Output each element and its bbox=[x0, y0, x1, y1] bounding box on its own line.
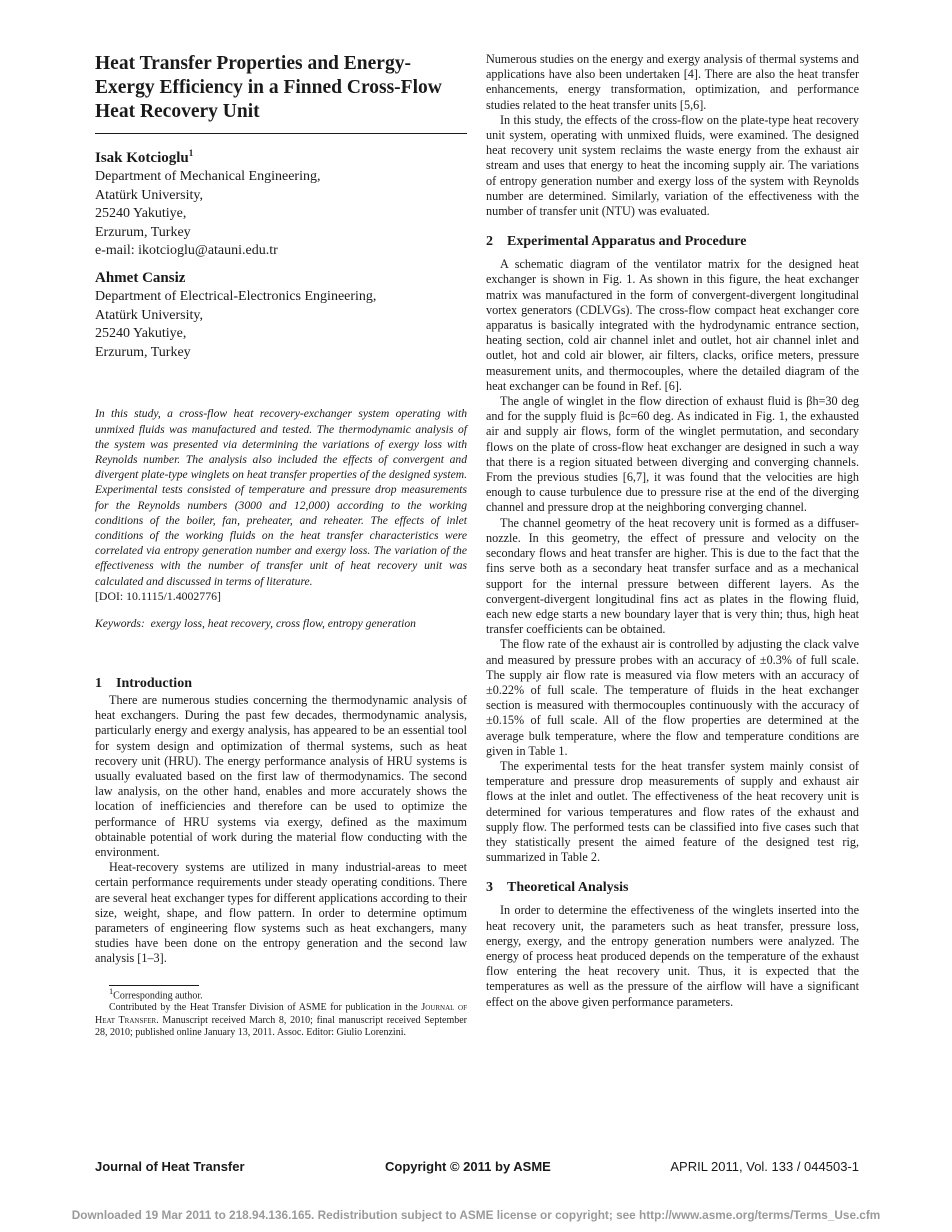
theoretical-paragraph: In order to determine the effectiveness of the winglets inserted into the heat recovery unit, the parameters such as heat transfer, pressure loss, energy, exergy, and the entropy generation numbers were analyzed. The energy of process heat produced depends on the temperature of the exhaust flow entering the heat recovery unit. Thus, it is expected that the temperatures as well as the pressure of the airflow will have a significant effect on the above given performance parameters. bbox=[486, 903, 859, 1009]
aff-line: 25240 Yakutiye, bbox=[95, 206, 187, 222]
title-rule bbox=[95, 133, 467, 134]
intro-paragraph: There are numerous studies concerning the thermodynamic analysis of heat exchangers. During the past few decades, thermodynamic analysis, particularly energy and exergy analysis, has appeared to be an essential tool for system design and optimization of thermal systems, such as heat recovery unit (HRU). The energy performance analysis of HRU systems is usually evaluated based on the first law of thermodynamics. The second law analysis, on the other hand, enables and more accurately shows the location of inefficiencies and therefore can be used to optimize the performance of HRU systems via exergy, defined as the maximum obtainable potential of work during the material flow conducting with the environment. bbox=[95, 692, 467, 860]
article-title: Heat Transfer Properties and Energy-Exergy Efficiency in a Finned Cross-Flow Heat Recovery Unit bbox=[95, 53, 442, 122]
aff-line: Atatürk University, bbox=[95, 307, 203, 323]
footnote-contributed: Contributed by the Heat Transfer Division of ASME for publication in the Journal of Heat Transfer. Manuscript received March 8, 2010; final manuscript received September 28, 2010; published online January 13, 2011. Assoc. Editor: Giulio Lorenzini. bbox=[95, 1002, 468, 1039]
download-notice[interactable]: Downloaded 19 Mar 2011 to 218.94.136.165. Redistribution subject to ASME license or copyright; see http://www.asme.org/terms/Terms_Use.cfm bbox=[71, 1208, 881, 1222]
aff-line: Department of Electrical-Electronics Engineering, bbox=[95, 288, 377, 304]
aff-line: Erzurum, Turkey bbox=[95, 344, 191, 360]
footer-journal: Journal of Heat Transfer bbox=[95, 1159, 245, 1174]
section-heading-theoretical: 3 Theoretical Analysis bbox=[486, 880, 629, 896]
body-paragraph: Numerous studies on the energy and exergy analysis of thermal systems and applications have also been undertaken [4]. There are also the heat transfer enhancements, energy transformation, optimization, and performance studies related to the heat transfer units [5,6]. bbox=[486, 52, 859, 112]
section-heading-introduction: 1 Introduction bbox=[95, 675, 192, 691]
footer-issue: APRIL 2011, Vol. 133 / 044503-1 bbox=[670, 1159, 859, 1174]
footer-copyright: Copyright © 2011 by ASME bbox=[385, 1159, 551, 1174]
author-2-affiliation bbox=[95, 288, 467, 362]
intro-paragraph: Heat-recovery systems are utilized in many industrial-areas to meet certain performance requirements under steady operating conditions. There are several heat exchanger types for different applications according to their size, weight, shape, and flow pattern. In order to determine optimum parameters of engineering flow systems such as heat exchangers, many studies have been done on the entropy generation and the second law analysis [1–3]. bbox=[95, 860, 467, 966]
aff-line: Erzurum, Turkey bbox=[95, 224, 191, 240]
aff-line: 25240 Yakutiye, bbox=[95, 326, 187, 342]
author-email[interactable]: e-mail: ikotcioglu@atauni.edu.tr bbox=[95, 243, 278, 259]
experimental-paragraph: The flow rate of the exhaust air is controlled by adjusting the clack valve and measured by pressure probes with an accuracy of ±0.3% of full scale. The supply air flow rate is measured via flow meters with an accuracy of ±0.22% of full scale. The temperature of fluids in the heat exchanger section is measured with thermocouples continuously with the accuracy of ±0.15% of full scale. All of the flow properties are determined at the average bulk temperature, where the flow and temperature conditions are given in Table 1. bbox=[486, 637, 859, 758]
footnote-corresponding: $^1$Corresponding author. bbox=[109, 986, 203, 1001]
author-1-affiliation bbox=[95, 168, 467, 261]
right-column bbox=[486, 52, 859, 1010]
aff-line: Department of Mechanical Engineering, bbox=[95, 169, 321, 184]
experimental-paragraph: A schematic diagram of the ventilator matrix for the designed heat exchanger is shown in Fig. 1. As shown in this figure, the heat exchanger matrix was manufactured in the form of convergent-divergent longitudinal vortex generators (CDLVGs). The cross-flow compact heat exchanger core apparatus is basically integrated with the hydrodynamic entrance section, heating section, cold air channel inlet and outlet, hot air channel inlet and outlet, hot and cold air blower, air filters, clacks, orifice meters, pressure measurement units, and thermocouples, where the detailed diagram of the heat exchanger can be found in Ref. [6]. bbox=[486, 257, 859, 393]
abstract: In this study, a cross-flow heat recovery-exchanger system operating with unmixed fluids was manufactured and tested. The thermodynamic analysis of the system was presented via determining the variations of exergy loss with Reynolds number. The analysis also included the effects of convergent and divergent plate-type winglets on heat transfer properties of the designed system. Experimental tests consisted of temperature and pressure drop measurements for the Reynolds numbers (3000 and 12,000) according to the working conditions of the boiler, fan, preheater, and reheater. The effects of inlet conditions of the working fluids on the heat transfer characteristics were correlated via entropy generation number and exergy loss. The variation of the effectiveness with the number of transfer unit of heat recovery unit was calculated and discussed in terms of literature. bbox=[95, 407, 467, 588]
author-2-name: Ahmet Cansiz bbox=[95, 269, 186, 286]
body-paragraph: In this study, the effects of the cross-flow on the plate-type heat recovery unit system, operating with unmixed fluids, were examined. The designed heat recovery unit system reclaims the waste energy from the exhaust air stream and uses that energy to heat the incoming supply air. The variations of entropy generation number and exergy loss of the system with Reynolds number are determined. Similarly, variation of the effectiveness with the number of transfer unit (NTU) was evaluated. bbox=[486, 112, 859, 219]
experimental-paragraph: The channel geometry of the heat recovery unit is formed as a diffuser-nozzle. In this geometry, the effect of pressure and velocity on the secondary flows and heat transfer are higher. This is due to the fact that the fins serve both as a secondary heat transfer surface and as a mechanical support for the internal pressure between different layers. As the convergent-divergent longitudinal fins act as plates in the flowing fluid, each new edge starts a new boundary layer that is very thin; thus, high heat transfer coefficients can be obtained. bbox=[486, 515, 859, 637]
experimental-paragraph: The experimental tests for the heat transfer system mainly consist of temperature and pressure drop measurements of supply and exhaust air flows at the inlet and outlet. The effectiveness of the heat recovery unit is determined for various temperatures and flow rates of the exhaust and supply flow. The performed tests can be classified into five cases such that they statistically present the aimed feature of the designed test rig, summarized in Table 2. bbox=[486, 758, 859, 865]
experimental-paragraph: The angle of winglet in the flow direction of exhaust fluid is βh=30 deg and for the supply fluid is βc=60 deg. As indicated in Fig. 1, the exhausted air and supply air flows, form of the winglet permutation, and secondary flows on the plate of cross-flow heat exchanger are designed in such a way that there is a region situated between diverging and converging channels. From the previous studies [6,7], it was found that the velocities are high enough to cause turbulence due to pressure rise at the end of the diverging channel and pressure drop at the neighboring converging channel. bbox=[486, 394, 859, 515]
left-column bbox=[95, 52, 467, 1040]
doi[interactable]: [DOI: 10.1115/1.4002776] bbox=[95, 588, 221, 603]
author-1-name: Isak Kotcioglu$^1$ bbox=[95, 148, 194, 166]
section-heading-experimental: 2 Experimental Apparatus and Procedure bbox=[486, 234, 747, 250]
keywords: Keywords: exergy loss, heat recovery, cross flow, entropy generation bbox=[95, 616, 416, 630]
aff-line: Atatürk University, bbox=[95, 187, 203, 203]
